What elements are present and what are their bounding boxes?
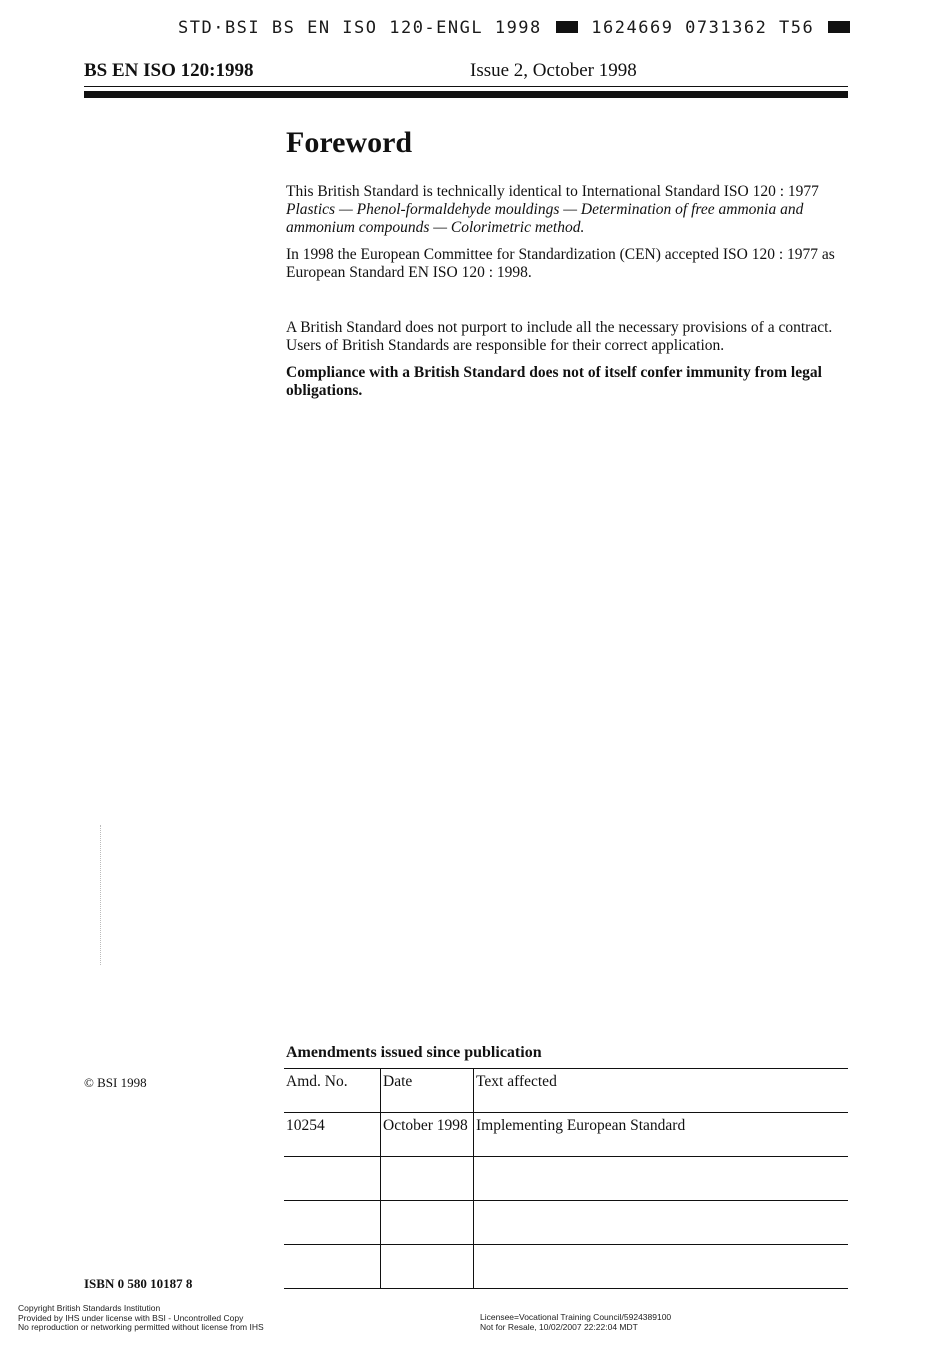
- amendments-title: Amendments issued since publication: [286, 1044, 542, 1061]
- standard-id: BS EN ISO 120:1998: [84, 60, 254, 81]
- footer-line: Provided by IHS under license with BSI - Uncontrolled Copy: [18, 1312, 244, 1323]
- cell-amd-no: [284, 1201, 381, 1245]
- table-row: [284, 1245, 848, 1289]
- redaction-block: [556, 21, 578, 33]
- col-date: Date: [381, 1069, 474, 1113]
- col-text-affected: Text affected: [474, 1069, 849, 1113]
- table-row: [284, 1201, 848, 1245]
- footer-line: Not for Resale, 10/02/2007 22:22:04 MDT: [480, 1321, 638, 1332]
- p1-text: This British Standard is technically identical to International Standard ISO 120 : 1977: [286, 183, 819, 200]
- cell-date: [381, 1245, 474, 1289]
- cell-date: [381, 1157, 474, 1201]
- cell-amd-no: [284, 1157, 381, 1201]
- document-code-line: [178, 18, 852, 38]
- amendments-table: [284, 1068, 848, 1289]
- col-amd-no: Amd. No.: [284, 1069, 381, 1113]
- foreword-paragraph-3: A British Standard does not purport to include all the necessary provisions of a contract. Users of British Standards are responsible for their correct application.: [286, 319, 833, 354]
- table-header-row: [284, 1069, 848, 1113]
- foreword-paragraph-2: In 1998 the European Committee for Standardization (CEN) accepted ISO 120 : 1977 as European Standard EN ISO 120 : 1998.: [286, 246, 835, 281]
- footer-left: [18, 1304, 264, 1333]
- cell-date: [381, 1201, 474, 1245]
- cell-text: [474, 1157, 849, 1201]
- copyright-label: © BSI 1998: [84, 1075, 147, 1090]
- foreword-paragraph-1: [286, 183, 851, 237]
- scan-artifact: [100, 825, 102, 965]
- page-title: Foreword: [286, 126, 413, 159]
- footer-right: [480, 1313, 671, 1332]
- table-row: [284, 1157, 848, 1201]
- p1-title-italic: Plastics — Phenol-formaldehyde mouldings — Determination of free ammonia and ammonium compounds — Colorimetric method.: [286, 201, 804, 236]
- code-part-1: STD·BSI BS EN ISO 120-ENGL 1998: [178, 18, 542, 38]
- footer-line: No reproduction or networking permitted without license from IHS: [18, 1322, 264, 1332]
- compliance-notice: Compliance with a British Standard does not of itself confer immunity from legal obligations.: [286, 364, 822, 399]
- header-rule-thick: [84, 91, 848, 98]
- cell-amd-no: [284, 1245, 381, 1289]
- table-row: [284, 1113, 848, 1157]
- cell-date: October 1998: [381, 1113, 474, 1157]
- header-rule: [84, 86, 848, 87]
- cell-text: [474, 1245, 849, 1289]
- code-part-2: 1624669 0731362 T56: [591, 18, 815, 38]
- issue-label: Issue 2, October 1998: [470, 60, 637, 81]
- cell-text: [474, 1201, 849, 1245]
- isbn-label: ISBN 0 580 10187 8: [84, 1276, 193, 1291]
- footer-line: Copyright British Standards Institution: [18, 1303, 161, 1313]
- cell-text: Implementing European Standard: [474, 1113, 849, 1157]
- cell-amd-no: 10254: [284, 1113, 381, 1157]
- redaction-block: [828, 21, 850, 33]
- footer-line: Licensee=Vocational Training Council/5924389100: [480, 1312, 672, 1322]
